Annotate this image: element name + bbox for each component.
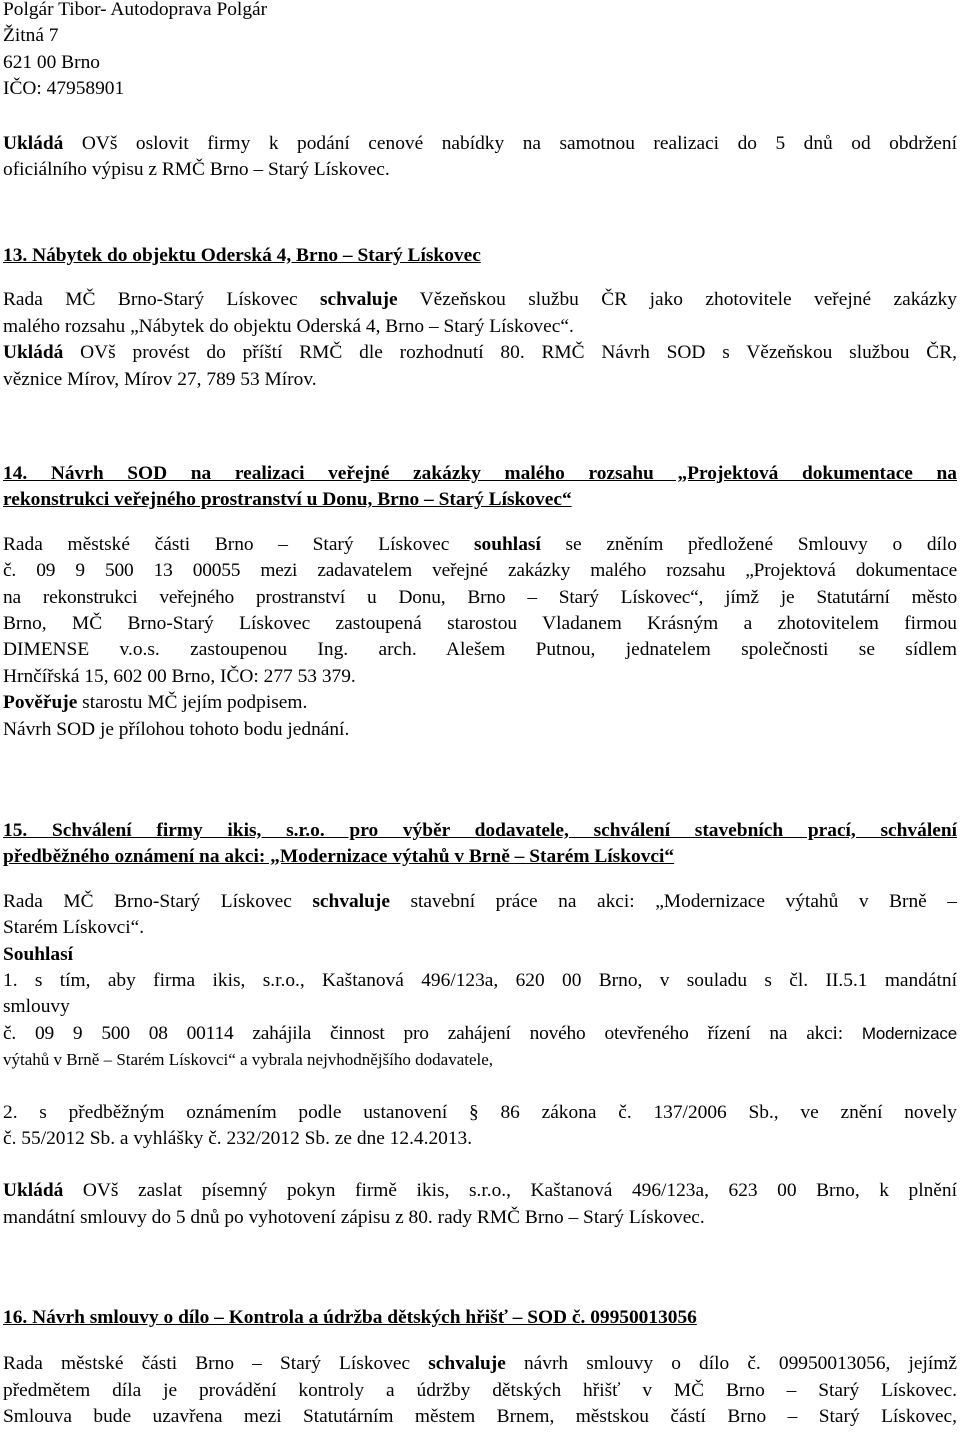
item-13-heading: 13. Nábytek do objektu Oderská 4, Brno – Starý Lískovec [3, 245, 481, 266]
item-14-line-2: č. 09 9 500 13 00055 mezi zadavatelem veřejné zakázky malého rozsahu „Projektová dokumentace [3, 560, 957, 582]
item-15-line-4: 1. s tím, aby firma ikis, s.r.o., Kaštanová 496/123a, 620 00 Brno, v souladu s čl. II.5.1 mandátní [3, 970, 957, 992]
poveruje-label: Pověřuje [3, 692, 78, 714]
item-14-line-6: Hrnčířská 15, 602 00 Brno, IČO: 277 53 379. [3, 665, 356, 687]
company-name: Polgár Tibor- Autodoprava Polgár [3, 0, 268, 20]
item-15-line-2: Starém Lískovci“. [3, 917, 145, 939]
intro-paragraph: Ukládá OVš oslovit firmy k podání cenové nabídky na samotnou realizaci do 5 dnů od obdržení oficiálního výpisu z RMČ Brno – Starý Lískovec. [3, 131, 957, 184]
item-14-line-4: Brno, MČ Brno-Starý Lískovec zastoupená starostou Vladanem Krásným a zhotovitelem firmou [3, 613, 957, 635]
company-ico: IČO: 47958901 [3, 78, 125, 100]
company-street: Žitná 7 [3, 25, 59, 47]
item-16-line-2: předmětem díla je provádění kontroly a údržby dětských hřišť v MČ Brno – Starý Lískovec. [3, 1379, 957, 1401]
item-15-line-5: smlouvy [3, 996, 70, 1018]
item-16-heading: 16. Návrh smlouvy o dílo – Kontrola a údržba dětských hřišť – SOD č. 09950013056 [3, 1307, 697, 1328]
item-15: 15. Schválení firmy ikis, s.r.o. pro výběr dodavatele, schválení stavebních prací, schválení předběžného oznámení na akci: „Modernizace výtahů v Brně – Starém Lískovci“ Rada MČ Brno-Starý Lískovec schvaluje stavební práce na akci: „Modernizace výtahů v Brně – Starém Lískovci“. Souhlasí 1. s tím, aby firma ikis, s.r.o., Kaštanová 496/123a, 620 00 Brno, v souladu s čl. II.5.1 mandátní smlouvy č. 09 9 500 08 00114 zahájila činnost pro zahájení nového otevřeného řízení na akci: Modernizace výtahů v Brně – Starém Lískovci“ a vybrala nejvhodnějšího dodavatele, 2. s předběžným oznámením podle ustanovení § 86 zákona č. 137/2006 Sb., ve znění novely č. 55/2012 Sb. a vyhlášky č. 232/2012 Sb. ze dne 12.4.2013. Ukládá OVš zaslat písemný pokyn firmě ikis, s.r.o., Kaštanová 496/123a, 623 00 Brno, k plnění mandátní smlouvy do 5 dnů po vyhotovení zápisu z 80. rady RMČ Brno – Starý Lískovec. [3, 818, 957, 1231]
item-15-heading-1: 15. Schválení firmy ikis, s.r.o. pro výběr dodavatele, schválení stavebních prací, schválení [3, 820, 957, 841]
item-14-line-3: na rekonstrukci veřejného prostranství u Donu, Brno – Starý Lískovec“, jímž je Statutární město [3, 586, 957, 608]
item-14-line-8: Návrh SOD je přílohou tohoto bodu jednání. [3, 718, 350, 740]
item-15-line-7: výtahů v Brně – Starém Lískovci“ a vybrala nejvhodnějšího dodavatele, [3, 1050, 494, 1070]
item-15-line-9: č. 55/2012 Sb. a vyhlášky č. 232/2012 Sb. ze dne 12.4.2013. [3, 1128, 473, 1150]
item-13: 13. Nábytek do objektu Oderská 4, Brno – Starý Lískovec Rada MČ Brno-Starý Lískovec schvaluje Vězeňskou službu ČR jako zhotovitele veřejné zakázky malého rozsahu „Nábytek do objektu Oderská 4, Brno – Starý Lískovec“. Ukládá OVš provést do příští RMČ dle rozhodnutí 80. RMČ Návrh SOD s Vězeňskou službou ČR, věznice Mírov, Mírov 27, 789 53 Mírov. [3, 243, 957, 393]
item-15-line-8: 2. s předběžným oznámením podle ustanovení § 86 zákona č. 137/2006 Sb., ve znění novely [3, 1101, 957, 1123]
intro-line-2: oficiálního výpisu z RMČ Brno – Starý Lískovec. [3, 159, 390, 181]
item-16: 16. Návrh smlouvy o dílo – Kontrola a údržba dětských hřišť – SOD č. 09950013056 Rada městské části Brno – Starý Lískovec schvaluje návrh smlouvy o dílo č. 09950013056, jejímž předmětem díla je provádění kontroly a údržby dětských hřišť v MČ Brno – Starý Lískovec. Smlouva bude uzavřena mezi Statutárním městem Brnem, městskou částí Brno – Starý Lískovec, [3, 1305, 957, 1431]
item-15-heading-2: předběžného oznámení na akci: „Modernizace výtahů v Brně – Starém Lískovci“ [3, 846, 675, 868]
item-13-line-4: věznice Mírov, Mírov 27, 789 53 Mírov. [3, 368, 317, 390]
souhlasi-label: Souhlasí [3, 943, 74, 965]
item-15-line-11: mandátní smlouvy do 5 dnů po vyhotovení zápisu z 80. rady RMČ Brno – Starý Lískovec. [3, 1206, 705, 1228]
item-14-heading-2: rekonstrukci veřejného prostranství u Donu, Brno – Starý Lískovec“ [3, 489, 572, 511]
item-14-line-5: DIMENSE v.o.s. zastoupenou Ing. arch. Alešem Putnou, jednatelem společnosti se sídlem [3, 639, 957, 661]
company-city: 621 00 Brno [3, 51, 100, 73]
item-16-line-3: Smlouva bude uzavřena mezi Statutárním městem Brnem, městskou částí Brno – Starý Lískovec, [3, 1406, 957, 1428]
item-14: 14. Návrh SOD na realizaci veřejné zakázky malého rozsahu „Projektová dokumentace na rekonstrukci veřejného prostranství u Donu, Brno – Starý Lískovec“ Rada městské části Brno – Starý Lískovec souhlasí se zněním předložené Smlouvy o dílo č. 09 9 500 13 00055 mezi zadavatelem veřejné zakázky malého rozsahu „Projektová dokumentace na rekonstrukci veřejného prostranství u Donu, Brno – Starý Lískovec“, jímž je Statutární město Brno, MČ Brno-Starý Lískovec zastoupená starostou Vladanem Krásným a zhotovitelem firmou DIMENSE v.o.s. zastoupenou Ing. arch. Alešem Putnou, jednatelem společnosti se sídlem Hrnčířská 15, 602 00 Brno, IČO: 277 53 379. Pověřuje starostu MČ jejím podpisem. Návrh SOD je přílohou tohoto bodu jednání. [3, 461, 957, 743]
uklada-label: Ukládá [3, 133, 64, 154]
company-header [3, 0, 957, 103]
item-13-line-2: malého rozsahu „Nábytek do objektu Oderská 4, Brno – Starý Lískovec“. [3, 315, 574, 337]
item-14-heading-1: 14. Návrh SOD na realizaci veřejné zakázky malého rozsahu „Projektová dokumentace na [3, 463, 957, 484]
